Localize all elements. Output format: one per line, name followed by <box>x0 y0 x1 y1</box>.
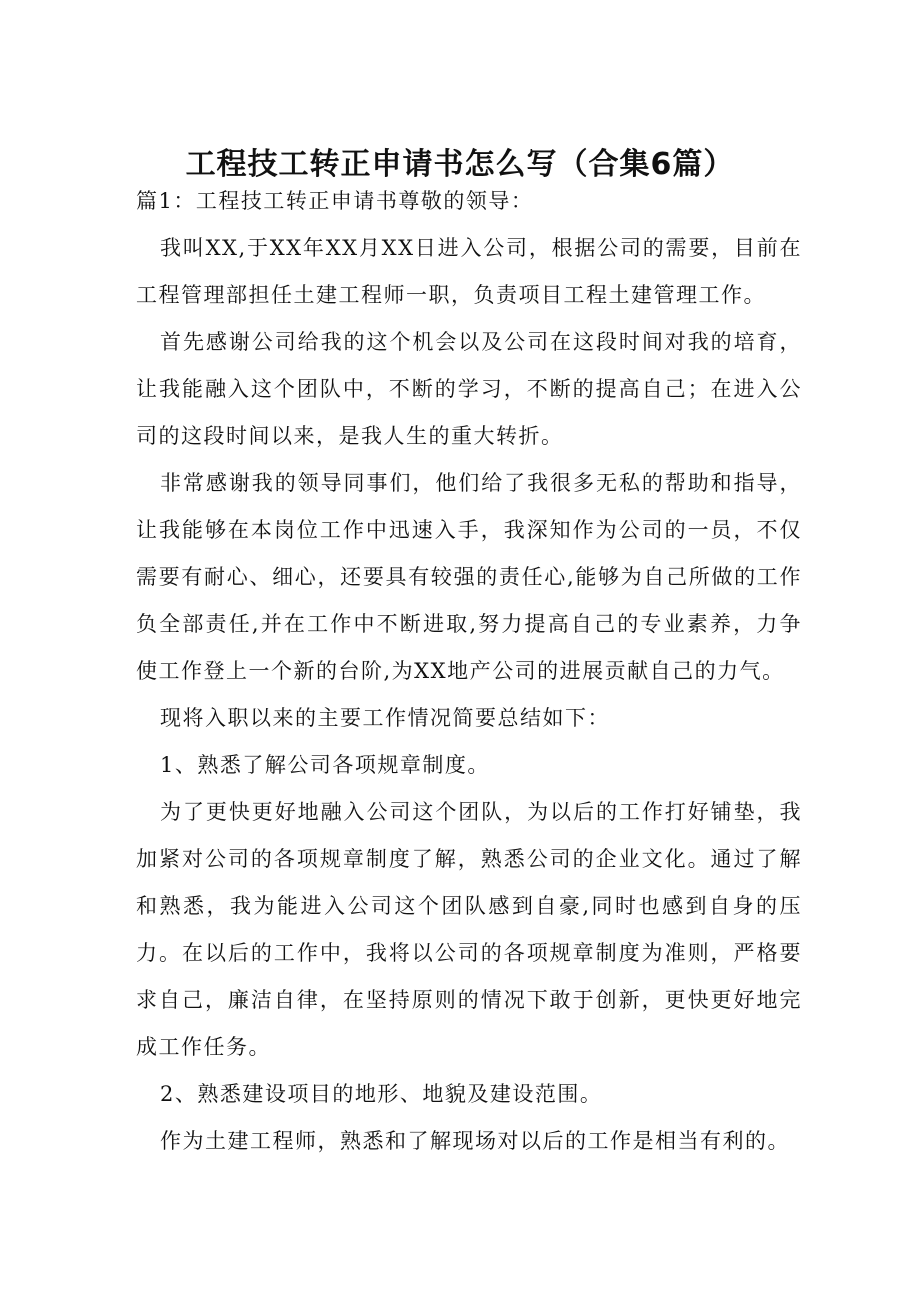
list-item-heading: 2、熟悉建设项目的地形、地貌及建设范围。 <box>160 1082 603 1106</box>
paragraph: 为了更快更好地融入公司这个团队，为以后的工作打好铺垫，我加紧对公司的各项规章制度了解，熟悉公司的企业文化。通过了解和熟悉，我为能进入公司这个团队感到自豪,同时也感到自身的压力。在以后的工作中，我将以公司的各项规章制度为准则，严格要求自己，廉洁自律，在坚持原则的情况下敢于创新，更快更好地完成工作任务。 <box>136 800 802 1059</box>
paragraph: 非常感谢我的领导同事们，他们给了我很多无私的帮助和指导，让我能够在本岗位工作中迅速入手，我深知作为公司的一员，不仅需要有耐心、细心，还要具有较强的责任心,能够为自己所做的工作负全部责任,并在工作中不断进取,努力提高自己的专业素养，力争使工作登上一个新的台阶,为XX地产公司的进展贡献自己的力气。 <box>136 471 802 683</box>
list-item-heading: 1、熟悉了解公司各项规章制度。 <box>160 753 490 777</box>
paragraph: 现将入职以来的主要工作情况简要总结如下： <box>160 706 610 730</box>
paragraph: 作为土建工程师，熟悉和了解现场对以后的工作是相当有利的。 <box>160 1129 790 1153</box>
section-heading: 篇1：工程技工转正申请书尊敬的领导： <box>136 189 534 213</box>
paragraph: 我叫XX,于XX年XX月XX日进入公司，根据公司的需要，目前在工程管理部担任土建工程师一职，负责项目工程土建管理工作。 <box>136 236 802 307</box>
document-title: 工程技工转正申请书怎么写（合集6篇） <box>185 147 735 183</box>
document-body <box>136 178 802 1165</box>
paragraph: 首先感谢公司给我的这个机会以及公司在这段时间对我的培育，让我能融入这个团队中，不断的学习，不断的提高自己；在进入公司的这段时间以来，是我人生的重大转折。 <box>136 330 802 448</box>
